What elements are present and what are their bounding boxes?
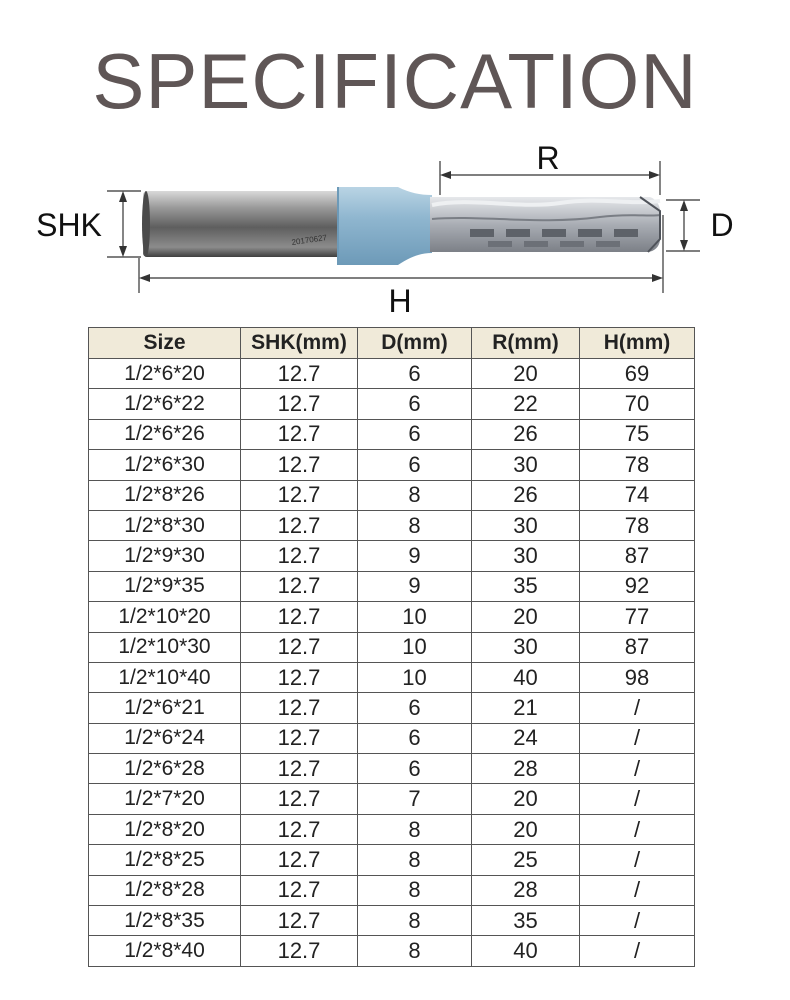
cell-shk: 12.7 [241,754,358,784]
table-row [89,359,695,389]
cell-r: 20 [472,359,580,389]
cell-r: 30 [472,541,580,571]
cell-d: 10 [358,662,472,692]
table-row [89,906,695,936]
cell-size: 1/2*6*22 [89,389,241,419]
cell-shk: 12.7 [241,723,358,753]
table-row [89,875,695,905]
cell-shk: 12.7 [241,419,358,449]
cell-d: 7 [358,784,472,814]
table-row [89,814,695,844]
cell-h: 87 [580,541,695,571]
table-row [89,480,695,510]
table-row [89,419,695,449]
cell-h: / [580,754,695,784]
cell-r: 20 [472,814,580,844]
cell-shk: 12.7 [241,602,358,632]
cell-size: 1/2*8*28 [89,875,241,905]
cell-size: 1/2*10*30 [89,632,241,662]
cell-size: 1/2*8*30 [89,510,241,540]
cell-h: / [580,693,695,723]
cell-size: 1/2*6*21 [89,693,241,723]
shank [142,191,343,257]
table-row [89,723,695,753]
cell-r: 35 [472,906,580,936]
cell-size: 1/2*8*35 [89,906,241,936]
cell-d: 6 [358,419,472,449]
cell-d: 8 [358,906,472,936]
table-row [89,450,695,480]
cell-shk: 12.7 [241,450,358,480]
cell-shk: 12.7 [241,389,358,419]
cell-shk: 12.7 [241,906,358,936]
cell-h: 87 [580,632,695,662]
cell-h: 98 [580,662,695,692]
shank-stamp: 20170627 [291,233,328,247]
table-row [89,389,695,419]
table-row [89,541,695,571]
page-title: SPECIFICATION [92,37,698,125]
cell-size: 1/2*9*30 [89,541,241,571]
cell-h: 70 [580,389,695,419]
cell-h: / [580,784,695,814]
cell-h: / [580,936,695,966]
table-row [89,784,695,814]
table-row [89,936,695,966]
cell-size: 1/2*8*25 [89,845,241,875]
cell-h: 78 [580,510,695,540]
cell-h: 69 [580,359,695,389]
cell-size: 1/2*6*30 [89,450,241,480]
table-row [89,754,695,784]
cell-h: 78 [580,450,695,480]
cell-r: 20 [472,784,580,814]
cell-size: 1/2*6*20 [89,359,241,389]
cell-shk: 12.7 [241,510,358,540]
cell-r: 25 [472,845,580,875]
cell-r: 22 [472,389,580,419]
cell-d: 8 [358,936,472,966]
cell-d: 6 [358,450,472,480]
cell-d: 8 [358,814,472,844]
column-header-d: D(mm) [358,328,472,359]
collar [338,187,432,265]
table-row [89,510,695,540]
cell-shk: 12.7 [241,359,358,389]
cell-d: 8 [358,480,472,510]
r-label: R [536,140,560,176]
cell-size: 1/2*9*35 [89,571,241,601]
cell-d: 6 [358,359,472,389]
cell-h: / [580,875,695,905]
cell-d: 10 [358,632,472,662]
cell-r: 28 [472,875,580,905]
cell-size: 1/2*8*40 [89,936,241,966]
cell-h: / [580,845,695,875]
cell-shk: 12.7 [241,936,358,966]
table-body [89,359,695,967]
column-header-r: R(mm) [472,328,580,359]
cell-d: 6 [358,754,472,784]
shk-label: SHK [36,207,102,243]
cell-size: 1/2*6*24 [89,723,241,753]
cell-d: 9 [358,571,472,601]
cell-r: 28 [472,754,580,784]
cell-shk: 12.7 [241,480,358,510]
table-row [89,662,695,692]
router-bit-diagram [0,135,790,325]
cell-size: 1/2*10*20 [89,602,241,632]
table-row [89,571,695,601]
specification-table [88,327,695,967]
h-label: H [388,283,412,319]
cell-r: 40 [472,936,580,966]
cell-size: 1/2*6*26 [89,419,241,449]
cell-h: 74 [580,480,695,510]
table-row [89,845,695,875]
cell-r: 30 [472,450,580,480]
cell-d: 8 [358,510,472,540]
cell-h: 77 [580,602,695,632]
cell-shk: 12.7 [241,814,358,844]
cell-size: 1/2*8*20 [89,814,241,844]
cell-r: 26 [472,480,580,510]
cell-d: 8 [358,875,472,905]
cell-shk: 12.7 [241,662,358,692]
cell-d: 9 [358,541,472,571]
cell-shk: 12.7 [241,541,358,571]
cell-shk: 12.7 [241,632,358,662]
cell-shk: 12.7 [241,875,358,905]
cell-h: 75 [580,419,695,449]
table-row [89,602,695,632]
cell-r: 24 [472,723,580,753]
cell-d: 10 [358,602,472,632]
cell-r: 35 [472,571,580,601]
cell-h: / [580,906,695,936]
table-row [89,632,695,662]
cutting-flutes [430,197,660,252]
cell-d: 6 [358,389,472,419]
cell-d: 8 [358,845,472,875]
cell-h: / [580,814,695,844]
cell-size: 1/2*10*40 [89,662,241,692]
cell-h: 92 [580,571,695,601]
cell-r: 20 [472,602,580,632]
column-header-h: H(mm) [580,328,695,359]
cell-h: / [580,723,695,753]
d-dimension [666,200,734,251]
cell-d: 6 [358,693,472,723]
cell-size: 1/2*7*20 [89,784,241,814]
cell-r: 21 [472,693,580,723]
r-dimension [440,140,660,195]
cell-r: 26 [472,419,580,449]
cell-r: 30 [472,632,580,662]
cell-r: 40 [472,662,580,692]
shk-dimension [36,191,141,257]
cell-size: 1/2*6*28 [89,754,241,784]
cell-shk: 12.7 [241,784,358,814]
cell-shk: 12.7 [241,571,358,601]
cell-size: 1/2*8*26 [89,480,241,510]
cell-shk: 12.7 [241,693,358,723]
column-header-shk: SHK(mm) [241,328,358,359]
table-row [89,693,695,723]
cell-d: 6 [358,723,472,753]
cell-r: 30 [472,510,580,540]
column-header-size: Size [89,328,241,359]
d-label: D [710,207,734,243]
table-header-row [89,328,695,359]
cell-shk: 12.7 [241,845,358,875]
